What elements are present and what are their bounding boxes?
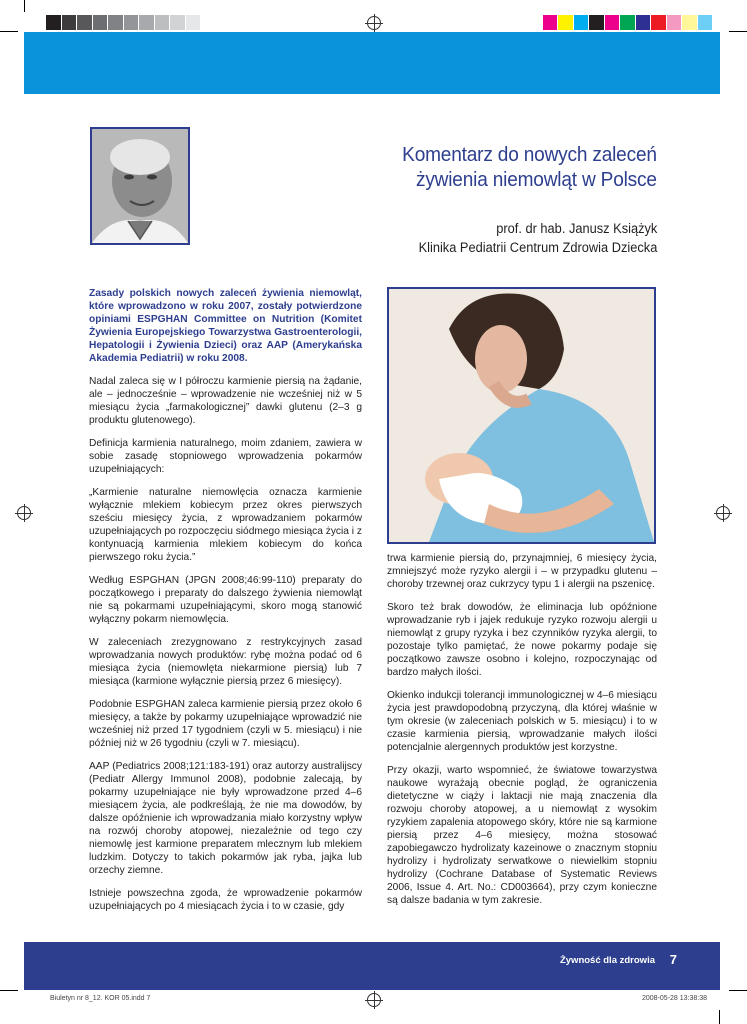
crop-mark — [719, 1010, 720, 1024]
paragraph: Podobnie ESPGHAN zaleca karmienie piersią przez około 6 miesięcy, a także by pokarmy uzupełniające wprowadzić nie wcześniej niż przed 17 tygodniem (czyli w 5. miesiącu) i nie później niż w 26 tygodniu (czyli w 7. miesiącu). — [89, 699, 362, 749]
registration-mark-icon — [367, 16, 381, 30]
registration-mark-icon — [716, 506, 730, 520]
paragraph: Definicja karmienia naturalnego, moim zdaniem, zawiera w sobie zasadę stopniowego wprowadzenia pokarmów uzupełniających: — [89, 438, 362, 475]
color-swatch — [77, 15, 93, 30]
color-swatch — [651, 15, 667, 30]
left-column — [89, 287, 362, 923]
paragraph: Według ESPGHAN (JPGN 2008;46:99-110) preparaty do początkowego i preparaty do dalszego żywienia niemowląt nie są pokarmami uzupełniającymi, skoro mogą stanowić wyłączny pokarm niemowlęcia. — [89, 575, 362, 625]
color-swatch — [620, 15, 636, 30]
color-swatch — [93, 15, 109, 30]
color-swatch — [62, 15, 78, 30]
author-portrait — [90, 127, 190, 245]
article-title — [402, 142, 657, 192]
title-line-1: Komentarz do nowych zaleceń — [402, 143, 657, 166]
file-slug: Biuletyn nr 8_12. KOR 05.indd 7 — [50, 995, 151, 1002]
crop-mark — [24, 0, 25, 12]
color-swatch — [124, 15, 140, 30]
color-swatch — [139, 15, 155, 30]
quote-paragraph: „Karmienie naturalne niemowlęcia oznacza karmienie wyłącznie mlekiem kobiecym przez okres pierwszych sześciu miesięcy życia, z wprowadzaniem pokarmów uzupełniających po rozpoczęciu siódmego miesiąca życia i z kontynuacją karmienia mlekiem kobiecym do końca pierwszego roku życia.” — [89, 487, 362, 563]
lead-paragraph: Zasady polskich nowych zaleceń żywienia niemowląt, które wprowadzono w roku 2007, zostały potwierdzone opiniami ESPGHAN Committee on Nutrition (Komitet Żywienia Europejskiego Towarzystwa Gastroenterologii, Hepatologii i Żywienia Dzieci) oraz AAP (Amerykańska Akademia Pediatrii) w roku 2008. — [89, 288, 362, 364]
crop-mark — [0, 31, 18, 32]
footer-band — [24, 942, 720, 990]
color-swatch — [667, 15, 683, 30]
color-swatch — [186, 15, 202, 30]
color-swatch — [527, 15, 543, 30]
magazine-name: Żywność dla zdrowia — [559, 955, 655, 966]
registration-mark-icon — [17, 506, 31, 520]
color-swatch — [543, 15, 559, 30]
color-swatch — [574, 15, 590, 30]
paragraph: Nadal zaleca się w I półroczu karmienie piersią na żądanie, ale – jednocześnie – wprowadzenie nie wcześniej niż w 5 miesiącu życia „farmakologicznej” dawki glutenu (2–3 g produktu glutenowego). — [89, 376, 362, 426]
color-swatch — [605, 15, 621, 30]
paragraph: Istnieje powszechna zgoda, że wprowadzenie pokarmów uzupełniających po 4 miesiącach życia i to w czasie, gdy — [89, 888, 362, 912]
paragraph: Okienko indukcji tolerancji immunologicznej w 4–6 miesiącu życia jest prawdopodobną przyczyną, dla której właśnie w tym okresie (w zaleceniach polskich w 5. miesiącu) i to w czasie karmienia piersią, wprowadzanie małych ilości potencjalnie alergennych produktów jest korzystne. — [387, 690, 657, 753]
color-swatch — [558, 15, 574, 30]
color-swatch — [698, 15, 714, 30]
color-swatch — [636, 15, 652, 30]
author-block — [418, 219, 657, 257]
paragraph: Przy okazji, warto wspomnieć, że światowe towarzystwa naukowe wyrażają obecnie pogląd, że ograniczenia dietetyczne w ciąży i laktacji nie mają znaczenia dla rozwoju choroby atopowej, a u niemowląt z wysokim ryzykiem zapalenia atopowego skóry, które nie są karmione piersią przez 4–6 miesięcy, można stosować zapobiegawczo hydrolizaty kazeinowe o znacznym stopniu hydrolizy i hydrolizaty serwatkowe o niewielkim stopniu hydrolizy (Cochrane Database of Systematic Reviews 2006, Issue 4. Art. No.: CD003664), przy czym konieczne są dalsze badania w tym zakresie. — [387, 765, 657, 906]
process-color-bar — [527, 15, 713, 30]
mother-breastfeeding-photo — [387, 287, 656, 544]
color-swatch — [46, 15, 62, 30]
color-swatch — [108, 15, 124, 30]
crop-mark — [729, 31, 747, 32]
author-affiliation: Klinika Pediatrii Centrum Zdrowia Dziecka — [418, 240, 657, 255]
right-column — [387, 552, 657, 917]
color-swatch — [682, 15, 698, 30]
crop-mark — [729, 990, 747, 991]
paragraph: AAP (Pediatrics 2008;121:183-191) oraz autorzy australijscy (Pediatr Allergy Immunol 2008), podobnie zalecają, by pokarmy uzupełniające nie były wprowadzone przed 4–6 miesiącem życia, ale podkreślają, że nie ma dowodów, by dalsze opóźnienie ich wprowadzania miało korzystny wpływ na rozwój choroby atopowej, niezależnie od tego czy niemowlę jest karmione preparatem mlecznym lub mlekiem ludzkim. Dotyczy to takich pokarmów jak ryba, jajka lub orzechy ziemne. — [89, 761, 362, 876]
author-name: prof. dr hab. Janusz Książyk — [495, 221, 657, 236]
page-number: 7 — [669, 952, 677, 967]
print-timestamp: 2008-05-28 13:38:38 — [642, 995, 707, 1002]
registration-mark-icon — [367, 993, 381, 1007]
paragraph: Skoro też brak dowodów, że eliminacja lub opóźnione wprowadzanie ryb i jajek redukuje ryzyko rozwoju alergii u niemowląt z grupy ryzyka i bez czynników ryzyka alergii, to pozostaje tylko pamiętać, że nowe pokarmy podaje się początkowo zawsze osobno i kolejno, rozpoczynając od bardzo małych ilości. — [387, 602, 657, 678]
header-band — [24, 32, 720, 94]
crop-mark — [0, 990, 18, 991]
grey-color-bar — [46, 15, 201, 30]
color-swatch — [589, 15, 605, 30]
paragraph: trwa karmienie piersią do, przynajmniej, 6 miesięcy życia, zmniejszyć może ryzyko alergii i – w przypadku glutenu – choroby trzewnej oraz cukrzycy typu 1 i alergii na pszenicę. — [387, 553, 657, 590]
color-swatch — [170, 15, 186, 30]
paragraph: W zaleceniach zrezygnowano z restrykcyjnych zasad wprowadzania nowych produktów: rybę można podać od 6 miesiąca życia (niemowlęta niekarmione piersią) lub 7 miesiąca (karmione wyłącznie piersią przez 6 miesięcy). — [89, 637, 362, 687]
color-swatch — [155, 15, 171, 30]
title-line-2: żywienia niemowląt w Polsce — [416, 168, 657, 191]
